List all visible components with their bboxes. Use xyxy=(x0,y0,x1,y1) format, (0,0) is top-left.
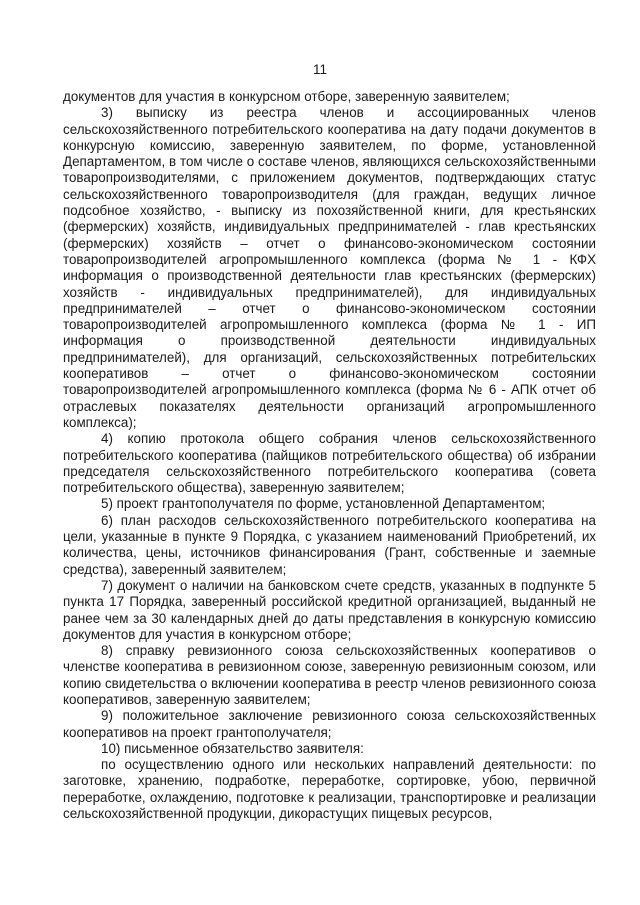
paragraph-item-3: 3) выписку из реестра членов и ассоциированных членов сельскохозяйственного потребительского кооператива на дату подачи документов в конкурсную комиссию, заверенную заявителем, по форме, установленной Департаментом, в том числе о составе членов, являющихся сельскохозяйственными товаропроизводителями, с приложением документов, подтверждающих статус сельскохозяйственного товаропроизводителя (для граждан, ведущих личное подсобное хозяйство, - выписку из похозяйственной книги, для крестьянских (фермерских) хозяйств, индивидуальных предпринимателей - глав крестьянских (фермерских) хозяйств – отчет о финансово-экономическом состоянии товаропроизводителей агропромышленного комплекса (форма № 1 - КФХ информация о производственной деятельности глав крестьянских (фермерских) хозяйств - индивидуальных предпринимателей), для индивидуальных предпринимателей – отчет о финансово-экономическом состоянии товаропроизводителей агропромышленного комплекса (форма № 1 - ИП информация о производственной деятельности индивидуальных предпринимателей), для организаций, сельскохозяйственных потребительских кооперативов – отчет о финансово-экономическом состоянии товаропроизводителей агропромышленного комплекса (форма № 6 - АПК отчет об отраслевых показателях деятельности организаций агропромышленного комплекса); xyxy=(63,105,596,430)
document-body xyxy=(63,89,596,822)
paragraph-item-5: 5) проект грантополучателя по форме, установленной Департаментом; xyxy=(101,496,546,512)
paragraph-item-10-detail: по осуществлению одного или нескольких направлений деятельности: по заготовке, хранению, подработке, переработке, сортировке, убою, первичной переработке, охлаждению, подготовке к реализации, транспортировке и реализации сельскохозяйственной продукции, дикорастущих пищевых ресурсов, xyxy=(63,757,596,822)
paragraph-continuation: документов для участия в конкурсном отборе, заверенную заявителем; xyxy=(63,89,510,104)
paragraph-item-10: 10) письменное обязательство заявителя: xyxy=(101,740,364,756)
page-number: 11 xyxy=(312,62,327,77)
paragraph-item-4: 4) копию протокола общего собрания членов сельскохозяйственного потребительского кооператива (пайщиков потребительского общества) об избрании председателя сельскохозяйственного потребительского кооператива (совета потребительского общества), заверенную заявителем; xyxy=(63,431,596,496)
paragraph-item-6: 6) план расходов сельскохозяйственного потребительского кооператива на цели, указанные в пункте 9 Порядка, с указанием наименований Приобретений, их количества, цены, источников финансирования (Грант, собственные и заемные средства), заверенный заявителем; xyxy=(63,512,596,577)
paragraph-item-7: 7) документ о наличии на банковском счете средств, указанных в подпункте 5 пункта 17 Порядка, заверенный российской кредитной организацией, выданный не ранее чем за 30 календарных дней до даты представления в конкурсную комиссию документов для участия в конкурсном отборе; xyxy=(63,577,596,642)
paragraph-item-9: 9) положительное заключение ревизионного союза сельскохозяйственных кооперативов на проект грантополучателя; xyxy=(63,708,596,740)
paragraph-item-8: 8) справку ревизионного союза сельскохозяйственных кооперативов о членстве кооператива в ревизионном союзе, заверенную ревизионным союзом, или копию свидетельства о включении кооператива в реестр членов ревизионного союза кооперативов, заверенную заявителем; xyxy=(63,643,596,707)
